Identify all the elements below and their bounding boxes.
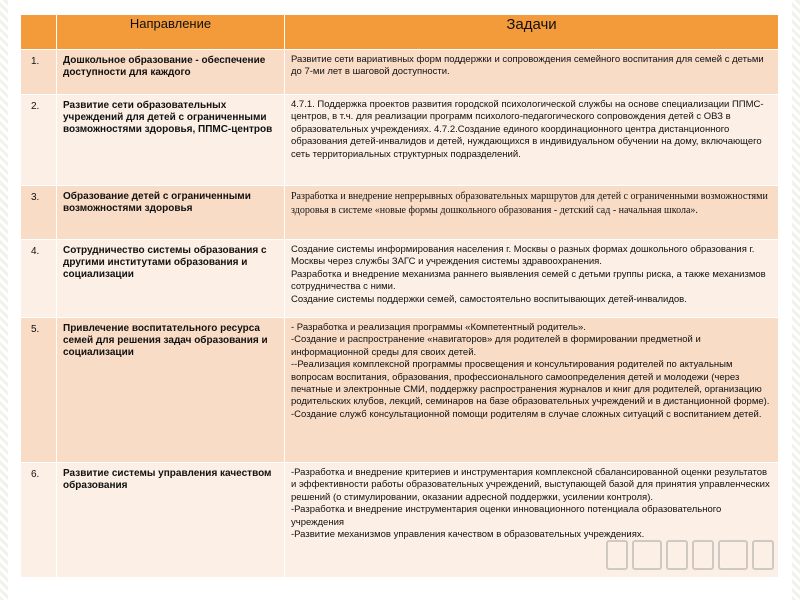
row-tasks (285, 95, 779, 186)
header-direction: Направление (57, 15, 285, 50)
table-row (21, 240, 779, 318)
watermark-glyph (718, 540, 748, 570)
table-row (21, 186, 779, 240)
row-number: 2. (21, 95, 57, 186)
row-direction: Сотрудничество системы образования с другими институтами образования и социализации (57, 240, 285, 318)
task-line: --Реализация комплексной программы просвещения и консультирования родителей по актуальным вопросам воспитания, образования, профессионального самоопределения детей и молодежи (через печатные и электронные СМИ, поддержку распространения журналов и книг для родителей, организацию родительских клубов, лекций, семинаров на базе образовательных учреждений и в дистанционной форме). (291, 359, 770, 408)
task-line: -Развитие механизмов управления качеством в образовательных учреждениях. (291, 529, 645, 541)
task-line: - Разработка и реализация программы «Компетентный родитель». (291, 322, 586, 333)
row-direction: Развитие сети образовательных учреждений для детей с ограниченными возможностями здоровья, ППМС-центров (57, 95, 285, 186)
watermark-glyph (632, 540, 662, 570)
slide-edge-left (0, 0, 8, 600)
watermark-glyph (692, 540, 714, 570)
table-header-row (21, 15, 779, 50)
watermark-glyph (666, 540, 688, 570)
task-line: Разработка и внедрение непрерывных образовательных маршрутов для детей с ограниченными возможностями здоровья в системе «новые формы дошкольного образования - детский сад - начальная школа». (291, 191, 768, 216)
row-number: 1. (21, 50, 57, 95)
directions-tasks-table (20, 14, 779, 578)
task-line: Создание системы информирования населения г. Москвы о разных формах дошкольного образования г. Москвы через службы ЗАГС и учреждения системы здравоохранения. (291, 244, 755, 268)
table-row (21, 50, 779, 95)
task-line: Разработка и внедрение механизма раннего выявления семей с детьми группы риска, а также механизмов сотрудничества с ними. (291, 268, 766, 293)
row-number: 5. (21, 318, 57, 463)
task-line: -Создание служб консультационной помощи родителям в случае сложных ситуаций с воспитанием детей. (291, 408, 762, 420)
row-tasks (285, 318, 779, 463)
row-direction: Образование детей с ограниченными возможностями здоровья (57, 186, 285, 240)
row-tasks (285, 50, 779, 95)
slide-edge-right (792, 0, 800, 600)
row-tasks (285, 186, 779, 240)
task-line: Развитие сети вариативных форм поддержки и сопровождения семейного воспитания для семей с детьми до 7-ми лет в шаговой доступности. (291, 54, 764, 78)
task-line: -Разработка и внедрение критериев и инструментария комплексной сбалансированной оценки результатов и эффективности работы образовательных учреждений, выступающей базой для принятия управленческих решений (о стимулировании, оказании адресной поддержки, усилении контроля). (291, 467, 770, 503)
task-line: -Разработка и внедрение инструментария оценки инновационного потенциала образовательного учреждения (291, 504, 722, 528)
watermark-glyph (606, 540, 628, 570)
row-number: 4. (21, 240, 57, 318)
task-line: 4.7.1. Поддержка проектов развития городской психологической службы на основе специализации ППМС-центров, в т.ч. для реализации программ психолого-педагогического сопровождения детей с ОВЗ в образовательных учреждениях. 4.7.2.Создание единого координационного центра дистанционного образования детей-инвалидов и детей, нуждающихся в индивидуальном обучении на дому, включающего сеть территориальных структурных подразделений. (291, 99, 764, 160)
table-row (21, 318, 779, 463)
task-line: -Создание и распространение «навигаторов» для родителей в формировании предметной и информационной среды для своих детей. (291, 334, 701, 358)
row-number: 3. (21, 186, 57, 240)
watermark-glyph (752, 540, 774, 570)
task-line: Создание системы поддержки семей, самостоятельно воспитывающих детей-инвалидов. (291, 293, 687, 305)
watermark-logo (606, 540, 774, 570)
row-direction: Привлечение воспитательного ресурса семей для решения задач образования и социализации (57, 318, 285, 463)
row-tasks (285, 240, 779, 318)
row-direction: Дошкольное образование - обеспечение доступности для каждого (57, 50, 285, 95)
row-direction: Развитие системы управления качеством образования (57, 463, 285, 578)
header-tasks: Задачи (285, 15, 779, 50)
header-number (21, 15, 57, 50)
row-number: 6. (21, 463, 57, 578)
table-row (21, 95, 779, 186)
